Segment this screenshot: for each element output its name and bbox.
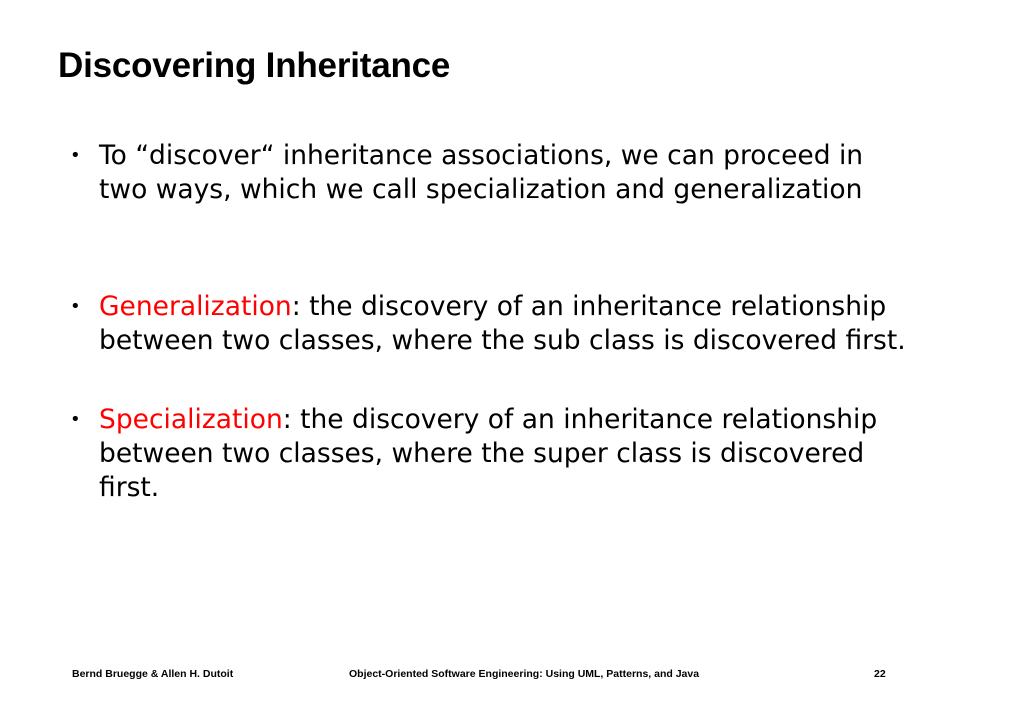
bullet-item-discover	[70, 139, 930, 207]
definition-specialization: : the discovery of an inheritance relationship between two classes, where the super class is discovered first.	[99, 404, 878, 503]
slide-title: Discovering Inheritance	[58, 46, 451, 85]
bullet-dot-icon: •	[70, 296, 81, 317]
bullet-text	[99, 403, 919, 505]
footer-page-number: 22	[874, 668, 886, 680]
footer-authors: Bernd Bruegge & Allen H. Dutoit	[72, 668, 234, 680]
bullet-dot-icon: •	[70, 409, 81, 430]
bullet-item-generalization	[70, 290, 930, 358]
bullet-dot-icon: •	[70, 145, 81, 166]
term-specialization: Specialization	[99, 404, 283, 435]
definition-generalization: : the discovery of an inheritance relationship between two classes, where the sub class is discovered first.	[99, 291, 906, 356]
bullet-item-specialization	[70, 403, 930, 505]
bullet-text	[99, 290, 919, 358]
footer-book-title: Object-Oriented Software Engineering: Using UML, Patterns, and Java	[349, 668, 700, 680]
term-generalization: Generalization	[99, 291, 292, 322]
bullet-text: To “discover“ inheritance associations, we can proceed in two ways, which we call specialization and generalization	[99, 140, 864, 205]
